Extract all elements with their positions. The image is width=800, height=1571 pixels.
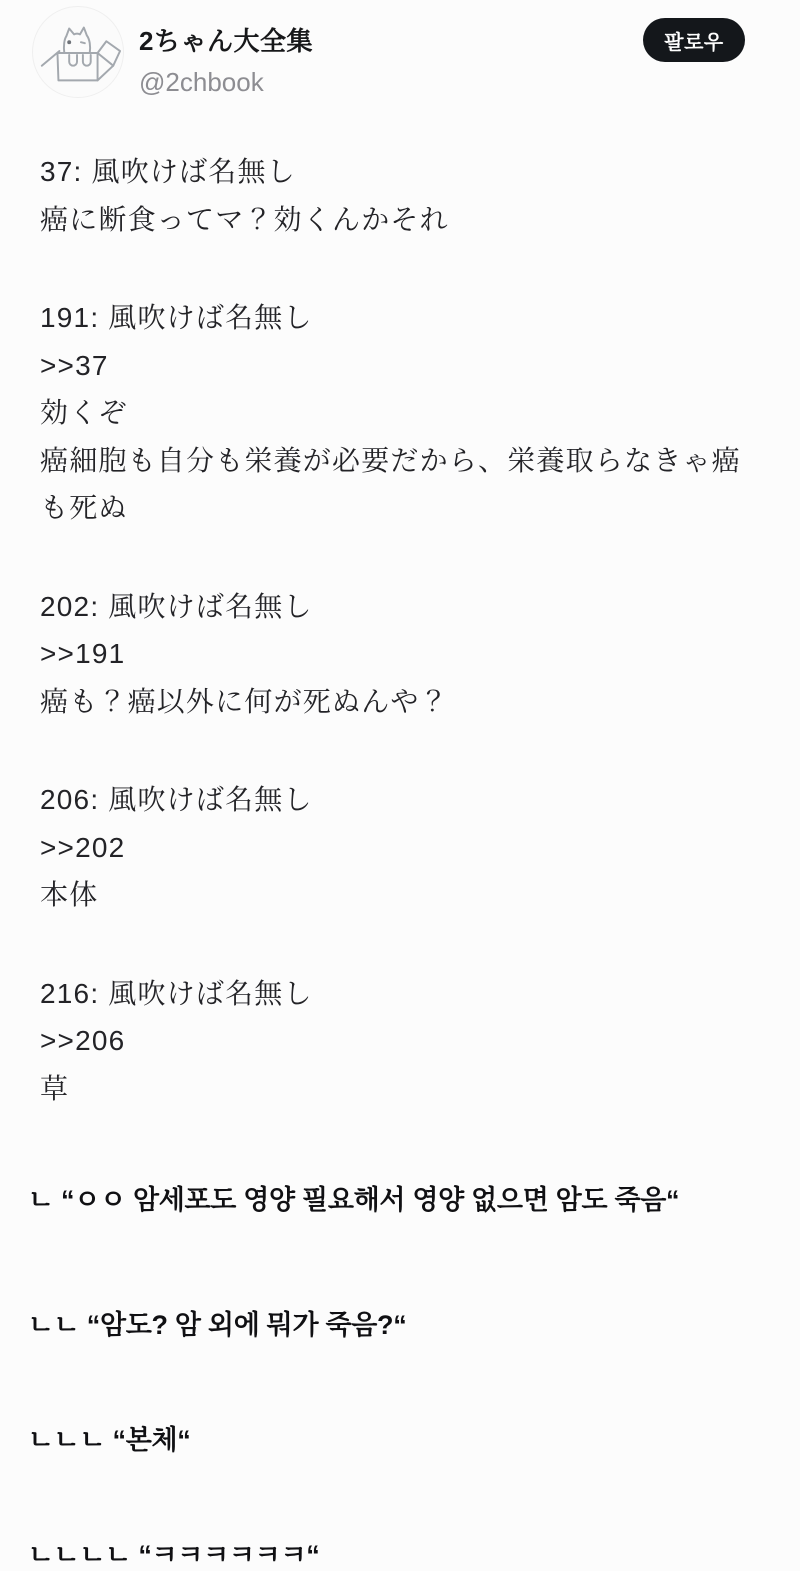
post-37: [40, 148, 760, 243]
post-reply-anchor: >>202: [40, 831, 126, 863]
post-216: [40, 970, 760, 1113]
post-header: 202: 風吹けば名無し: [40, 590, 313, 622]
post-reply-anchor: >>37: [40, 349, 109, 381]
post-header: 216: 風吹けば名無し: [40, 977, 313, 1009]
post-line: 癌も？癌以外に何が死ぬんや？: [40, 685, 449, 717]
display-name[interactable]: 2ちゃん大全集: [139, 26, 313, 56]
translation-line: ㄴㄴ “암도? 암 외에 뭐가 죽음?“: [28, 1310, 407, 1340]
profile-header: [0, 0, 800, 106]
post-line: 草: [40, 1072, 70, 1104]
translation-line: ㄴㄴㄴ “본체“: [28, 1425, 191, 1455]
post-header: 37: 風吹けば名無し: [40, 156, 296, 187]
post-reply-anchor: >>191: [40, 638, 126, 669]
post-line: 効くぞ: [40, 397, 128, 428]
post-header: 191: 風吹けば名無し: [40, 302, 313, 333]
post-reply-anchor: >>206: [40, 1025, 126, 1056]
post-line: 本体: [40, 879, 99, 910]
post-206: [40, 776, 760, 919]
post-header: 206: 風吹けば名無し: [40, 784, 313, 815]
avatar[interactable]: [32, 6, 124, 98]
korean-translations: [0, 1186, 800, 1569]
identity-block: [139, 21, 313, 98]
follow-button[interactable]: 팔로우: [643, 18, 745, 62]
post-202: [40, 583, 760, 726]
translation-line: ㄴㄴㄴㄴ “ㅋㅋㅋㅋㅋㅋ“: [28, 1540, 320, 1570]
user-handle[interactable]: @2chbook: [139, 67, 264, 97]
post-191: [40, 294, 760, 532]
post-line: 癌に断食ってマ？効くんかそれ: [40, 203, 449, 235]
thread-body: [0, 148, 800, 1112]
translation-line: ㄴ “ㅇㅇ 암세포도 영양 필요해서 영양 없으면 암도 죽음“: [28, 1185, 680, 1215]
post-line: 癌細胞も自分も栄養が必要だから、栄養取らなきゃ癌も死ぬ: [40, 444, 741, 523]
cat-in-box-icon: [33, 7, 123, 97]
